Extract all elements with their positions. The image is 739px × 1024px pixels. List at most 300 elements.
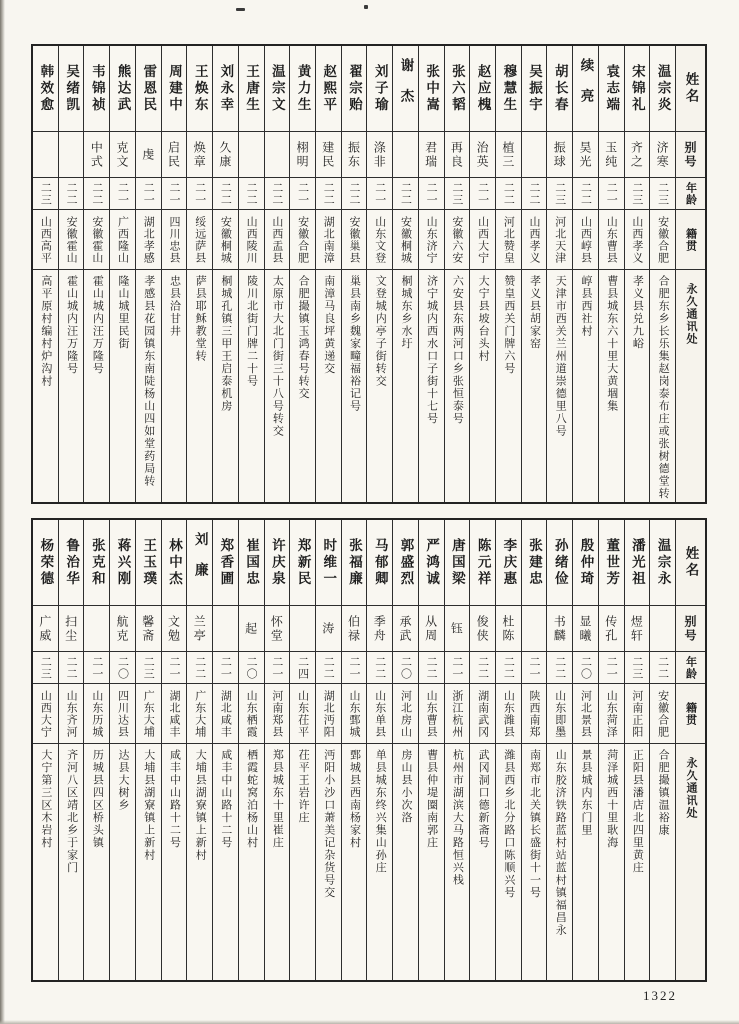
age-cell-text: 二三 <box>630 181 643 206</box>
name-cell <box>187 46 212 132</box>
alias-cell <box>470 132 495 178</box>
name-cell <box>84 46 109 132</box>
age-cell-text: 二一 <box>167 655 180 680</box>
origin-cell-text: 山东曹县 <box>425 689 438 738</box>
origin-cell-text: 山东曹县 <box>605 215 618 264</box>
origin-cell <box>625 684 650 744</box>
entry-column <box>315 520 341 980</box>
origin-cell-text: 山西大宁 <box>476 215 489 264</box>
alias-cell <box>316 606 341 652</box>
alias-cell-text: 振球 <box>552 140 567 169</box>
origin-cell <box>33 684 58 744</box>
origin-cell-text: 山西孝义 <box>528 215 541 264</box>
address-cell-text: 潍县西乡北分路口陈顺兴号 <box>502 749 515 899</box>
address-cell-text: 济宁城内西水口子街十七号 <box>425 275 438 425</box>
name-cell <box>239 520 264 606</box>
alias-cell-text: 煜轩 <box>629 614 644 643</box>
age-cell <box>265 652 290 684</box>
address-cell <box>239 744 264 980</box>
age-cell <box>239 652 264 684</box>
entry-column <box>392 520 418 980</box>
alias-cell <box>265 606 290 652</box>
name-cell <box>419 520 444 606</box>
address-cell <box>547 744 572 980</box>
name-cell <box>367 46 392 132</box>
entry-column <box>341 520 367 980</box>
alias-cell <box>367 606 392 652</box>
name-cell <box>599 520 624 606</box>
name-cell <box>470 46 495 132</box>
age-cell <box>650 178 675 210</box>
name-cell-text: 刘廉 <box>192 532 208 593</box>
name-cell-text: 温宗文 <box>269 63 285 114</box>
name-cell <box>393 520 418 606</box>
age-cell-text: 二二 <box>270 181 283 206</box>
address-cell <box>59 744 84 980</box>
origin-cell-text: 河南郑县 <box>270 689 283 738</box>
name-cell-text: 黄力生 <box>295 63 311 114</box>
name-cell-text: 张中嵩 <box>424 63 440 114</box>
table-header-column <box>675 520 705 980</box>
entry-column <box>572 520 598 980</box>
alias-cell <box>599 132 624 178</box>
origin-cell-text: 安徽合肥 <box>296 215 309 264</box>
age-cell <box>290 652 315 684</box>
age-cell-text: 二二 <box>502 181 515 206</box>
name-cell-text: 严鸿诚 <box>424 537 440 588</box>
alias-cell-text: 怀堂 <box>269 614 284 643</box>
age-cell <box>573 178 598 210</box>
name-cell <box>625 46 650 132</box>
name-cell <box>547 46 572 132</box>
alias-cell <box>110 132 135 178</box>
name-cell-text: 潘光祖 <box>629 537 645 588</box>
name-cell <box>496 520 521 606</box>
age-cell <box>445 178 470 210</box>
origin-cell <box>496 684 521 744</box>
alias-cell <box>573 606 598 652</box>
origin-cell-text: 山东栖霞 <box>245 689 258 738</box>
name-cell <box>59 46 84 132</box>
origin-cell-text: 四川达县 <box>116 689 129 738</box>
origin-cell <box>419 684 444 744</box>
name-cell <box>110 520 135 606</box>
origin-cell-text: 陕西南郑 <box>528 689 541 738</box>
alias-cell <box>84 132 109 178</box>
address-cell <box>496 270 521 502</box>
name-cell-text: 李庆惠 <box>501 537 517 588</box>
alias-cell <box>342 132 367 178</box>
origin-cell-text: 山东文登 <box>373 215 386 264</box>
entry-column <box>495 520 521 980</box>
entry-column <box>495 46 521 502</box>
origin-cell-text: 河北天津 <box>553 215 566 264</box>
alias-cell-text: 扫尘 <box>63 614 78 643</box>
age-cell <box>573 652 598 684</box>
entry-column <box>135 520 161 980</box>
alias-cell <box>162 132 187 178</box>
alias-cell <box>650 132 675 178</box>
name-cell-text: 穆慧生 <box>501 63 517 114</box>
age-cell <box>59 178 84 210</box>
name-cell-text: 郑新民 <box>295 537 311 588</box>
origin-cell <box>650 684 675 744</box>
name-cell-text: 胡长春 <box>552 63 568 114</box>
name-cell-text: 郑香圃 <box>218 537 234 588</box>
age-cell <box>393 178 418 210</box>
alias-cell <box>59 132 84 178</box>
alias-cell-text: 传孔 <box>603 614 618 643</box>
entry-column <box>58 46 84 502</box>
alias-cell-text: 再良 <box>449 140 464 169</box>
address-cell <box>367 744 392 980</box>
alias-cell-text: 俊侠 <box>475 614 490 643</box>
origin-cell <box>393 684 418 744</box>
origin-cell-text: 山东菏泽 <box>605 689 618 738</box>
name-cell-text: 张福廉 <box>347 537 363 588</box>
age-cell <box>522 652 547 684</box>
origin-cell <box>445 684 470 744</box>
alias-cell <box>599 606 624 652</box>
alias-cell <box>573 132 598 178</box>
origin-cell <box>110 210 135 270</box>
origin-cell <box>419 210 444 270</box>
age-cell <box>470 178 495 210</box>
age-cell-text: 二三 <box>630 655 643 680</box>
alias-cell-text: 昊光 <box>577 140 592 169</box>
origin-cell-text: 湖南武冈 <box>476 689 489 738</box>
origin-cell-text: 山西陵川 <box>245 215 258 264</box>
address-cell-text: 大埔县湖寮镇上新村 <box>194 749 207 862</box>
alias-cell <box>213 606 238 652</box>
age-cell <box>599 652 624 684</box>
origin-cell <box>316 210 341 270</box>
address-cell <box>136 270 161 502</box>
alias-cell-text: 兰亭 <box>192 614 207 643</box>
origin-cell <box>650 210 675 270</box>
address-cell-text: 正阳县潘店北四里黄庄 <box>631 749 644 874</box>
age-cell <box>110 178 135 210</box>
alias-cell <box>136 606 161 652</box>
alias-cell <box>136 132 161 178</box>
name-cell-text: 时维一 <box>321 537 337 588</box>
name-cell-text: 温宗永 <box>655 537 671 588</box>
age-cell <box>162 178 187 210</box>
name-cell-text: 王玉璞 <box>141 537 157 588</box>
origin-cell <box>573 684 598 744</box>
age-cell <box>290 178 315 210</box>
entry-column <box>469 46 495 502</box>
age-cell <box>599 178 624 210</box>
address-cell-text: 太原市大北门街三十八号转交 <box>271 275 284 438</box>
directory-table-bottom <box>31 518 707 982</box>
address-cell-text: 杭州市湖滨大马路恒兴栈 <box>451 749 464 887</box>
address-cell <box>445 744 470 980</box>
entry-column <box>33 520 58 980</box>
alias-cell-text: 建民 <box>320 140 335 169</box>
alias-cell-text: 中式 <box>89 140 104 169</box>
name-cell <box>599 46 624 132</box>
origin-cell <box>290 210 315 270</box>
alias-cell <box>547 132 572 178</box>
header-age: 年龄 <box>676 178 705 210</box>
origin-cell <box>239 210 264 270</box>
origin-cell-text: 山西崞县 <box>579 215 592 264</box>
age-cell <box>213 652 238 684</box>
origin-cell <box>265 210 290 270</box>
age-cell <box>59 652 84 684</box>
address-cell <box>599 270 624 502</box>
origin-cell-text: 安徽巢县 <box>348 215 361 264</box>
origin-cell <box>316 684 341 744</box>
origin-cell-text: 湖北咸丰 <box>219 689 232 738</box>
address-cell-text: 天津市西关兰州道崇德里八号 <box>554 275 567 438</box>
age-cell-text: 二一 <box>348 655 361 680</box>
alias-cell <box>522 132 547 178</box>
age-cell <box>496 178 521 210</box>
origin-cell <box>367 210 392 270</box>
address-cell-text: 孝义县兑九峪 <box>631 275 644 350</box>
alias-cell-text: 季舟 <box>372 614 387 643</box>
origin-cell <box>547 684 572 744</box>
alias-cell-text: 虔 <box>140 147 155 162</box>
origin-cell <box>290 684 315 744</box>
alias-cell-text: 涛 <box>320 621 335 636</box>
name-cell-text: 董世芳 <box>604 537 620 588</box>
age-cell-text: 二〇 <box>116 655 129 680</box>
entry-column <box>315 46 341 502</box>
address-cell-text: 忠县洽甘井 <box>168 275 181 338</box>
address-cell <box>419 270 444 502</box>
address-cell <box>367 270 392 502</box>
address-cell-text: 单县城东终兴集山孙庄 <box>374 749 387 874</box>
entry-column <box>58 520 84 980</box>
alias-cell <box>239 606 264 652</box>
address-cell-text: 孝感县花园镇东南陡杨山四如堂药局转 <box>142 275 155 488</box>
address-cell <box>547 270 572 502</box>
age-cell-text: 二一 <box>296 181 309 206</box>
alias-cell <box>419 132 444 178</box>
age-cell-text: 二一 <box>373 181 386 206</box>
alias-cell <box>470 606 495 652</box>
name-cell <box>187 520 212 606</box>
origin-cell <box>239 684 264 744</box>
name-cell <box>573 520 598 606</box>
origin-cell-text: 广东大埔 <box>142 689 155 738</box>
entry-column <box>444 520 470 980</box>
age-cell <box>110 652 135 684</box>
age-cell <box>33 178 58 210</box>
address-cell-text: 景县城内东门里 <box>579 749 592 837</box>
address-cell-text: 隆山城里民街 <box>117 275 130 350</box>
name-cell <box>445 520 470 606</box>
name-cell-text: 王唐生 <box>244 63 260 114</box>
name-cell <box>316 46 341 132</box>
origin-cell <box>496 210 521 270</box>
address-cell <box>573 744 598 980</box>
entry-column <box>264 520 290 980</box>
origin-cell <box>136 684 161 744</box>
name-cell <box>239 46 264 132</box>
origin-cell <box>213 210 238 270</box>
address-cell <box>213 270 238 502</box>
alias-cell <box>59 606 84 652</box>
address-cell-text: 大宁第三区木岩村 <box>39 749 52 849</box>
origin-cell <box>522 210 547 270</box>
age-cell <box>496 652 521 684</box>
entry-column <box>341 46 367 502</box>
age-cell-text: 二二 <box>65 655 78 680</box>
origin-cell-text: 湖北咸丰 <box>167 689 180 738</box>
address-cell <box>625 270 650 502</box>
alias-cell-text: 君瑞 <box>423 140 438 169</box>
age-cell-text: 二二 <box>322 181 335 206</box>
alias-cell-text: 振东 <box>346 140 361 169</box>
age-cell-text: 二二 <box>425 655 438 680</box>
address-cell-text: 房山县小次洛 <box>399 749 412 824</box>
name-cell <box>470 520 495 606</box>
age-cell <box>342 652 367 684</box>
age-cell <box>239 178 264 210</box>
name-cell <box>84 520 109 606</box>
entry-column <box>546 46 572 502</box>
alias-cell-text: 济寒 <box>655 140 670 169</box>
origin-cell-text: 安徽桐城 <box>399 215 412 264</box>
origin-cell <box>599 210 624 270</box>
origin-cell-text: 河南正阳 <box>630 689 643 738</box>
origin-cell-text: 山东鄄城 <box>348 689 361 738</box>
address-cell <box>445 270 470 502</box>
origin-cell-text: 安徽霍山 <box>90 215 103 264</box>
address-cell <box>573 270 598 502</box>
address-cell-text: 曹县仲堤圈南郭庄 <box>425 749 438 849</box>
age-cell-text: 二一 <box>167 181 180 206</box>
name-cell <box>342 520 367 606</box>
address-cell-text: 栖霞蛇窝泊杨山村 <box>245 749 258 849</box>
origin-cell-text: 广东大埔 <box>193 689 206 738</box>
name-cell-text: 林中杰 <box>166 537 182 588</box>
entry-column <box>186 46 212 502</box>
alias-cell <box>650 606 675 652</box>
entry-column <box>161 520 187 980</box>
entry-column <box>289 520 315 980</box>
address-cell <box>162 744 187 980</box>
address-cell <box>522 270 547 502</box>
origin-cell <box>470 210 495 270</box>
name-cell <box>650 520 675 606</box>
alias-cell <box>33 606 58 652</box>
name-cell <box>342 46 367 132</box>
age-cell <box>393 652 418 684</box>
age-cell-text: 二三 <box>142 655 155 680</box>
origin-cell <box>187 210 212 270</box>
address-cell-text: 咸丰中山路十二号 <box>219 749 232 849</box>
address-cell-text: 南漳马良坪黄递交 <box>322 275 335 375</box>
name-cell-text: 鲁治华 <box>64 537 80 588</box>
entry-column <box>418 46 444 502</box>
address-cell <box>187 744 212 980</box>
fold-mark <box>364 5 368 9</box>
age-cell <box>316 652 341 684</box>
address-cell <box>342 270 367 502</box>
name-cell <box>33 46 58 132</box>
entry-column <box>392 46 418 502</box>
address-cell-text: 郑县城东十里崔庄 <box>271 749 284 849</box>
age-cell-text: 二一 <box>528 655 541 680</box>
entry-column <box>598 520 624 980</box>
header-origin: 籍贯 <box>676 210 705 270</box>
name-cell-text: 张建忠 <box>527 537 543 588</box>
origin-cell <box>265 684 290 744</box>
alias-cell-text: 显曦 <box>577 614 592 643</box>
address-cell-text: 曹县城东六十里大黄堌集 <box>605 275 618 413</box>
entry-column <box>212 46 238 502</box>
entry-column <box>366 46 392 502</box>
alias-cell <box>625 132 650 178</box>
alias-cell-text: 钰 <box>449 621 464 636</box>
fold-mark <box>236 8 245 11</box>
entry-column <box>238 520 264 980</box>
origin-cell-text: 山东即墨 <box>553 689 566 738</box>
age-cell-text: 二四 <box>296 655 309 680</box>
age-cell <box>445 652 470 684</box>
address-cell <box>316 744 341 980</box>
address-cell-text: 六安县东两河口乡张恒泰号 <box>451 275 464 425</box>
name-cell-text: 杨荣德 <box>38 537 54 588</box>
origin-cell-text: 山东单县 <box>373 689 386 738</box>
address-cell-text: 合肥东乡长乐集赵岗泰布庄或张树德堂转 <box>657 275 670 500</box>
header-origin: 籍贯 <box>676 684 705 744</box>
age-cell <box>187 652 212 684</box>
entry-column <box>109 520 135 980</box>
address-cell <box>599 744 624 980</box>
origin-cell-text: 浙江杭州 <box>450 689 463 738</box>
address-cell <box>470 744 495 980</box>
header-address: 永久通讯处 <box>685 283 697 346</box>
entry-column <box>418 520 444 980</box>
origin-cell <box>599 684 624 744</box>
name-cell <box>136 520 161 606</box>
address-cell <box>110 270 135 502</box>
address-cell <box>290 270 315 502</box>
address-cell <box>470 270 495 502</box>
alias-cell-text: 起 <box>243 621 258 636</box>
address-cell <box>84 270 109 502</box>
alias-cell-text: 馨斋 <box>140 614 155 643</box>
age-cell-text: 二三 <box>656 181 669 206</box>
header-alias: 别号 <box>676 132 705 178</box>
address-cell <box>393 270 418 502</box>
age-cell <box>547 178 572 210</box>
address-cell-text: 咸丰中山路十二号 <box>168 749 181 849</box>
entry-column <box>572 46 598 502</box>
alias-cell <box>419 606 444 652</box>
name-cell <box>265 520 290 606</box>
age-cell <box>84 178 109 210</box>
address-cell-text: 菏泽城西十里耿海 <box>605 749 618 849</box>
name-cell-text: 谢杰 <box>398 58 414 119</box>
age-cell <box>419 178 444 210</box>
name-cell <box>650 46 675 132</box>
age-cell-text: 二一 <box>219 655 232 680</box>
age-cell <box>419 652 444 684</box>
address-cell-text: 达县大树乡 <box>117 749 130 812</box>
entry-column <box>366 520 392 980</box>
alias-cell-text: 承武 <box>397 614 412 643</box>
name-cell-text: 张六韬 <box>449 63 465 114</box>
alias-cell-text: 启民 <box>166 140 181 169</box>
origin-cell-text: 山东济宁 <box>425 215 438 264</box>
